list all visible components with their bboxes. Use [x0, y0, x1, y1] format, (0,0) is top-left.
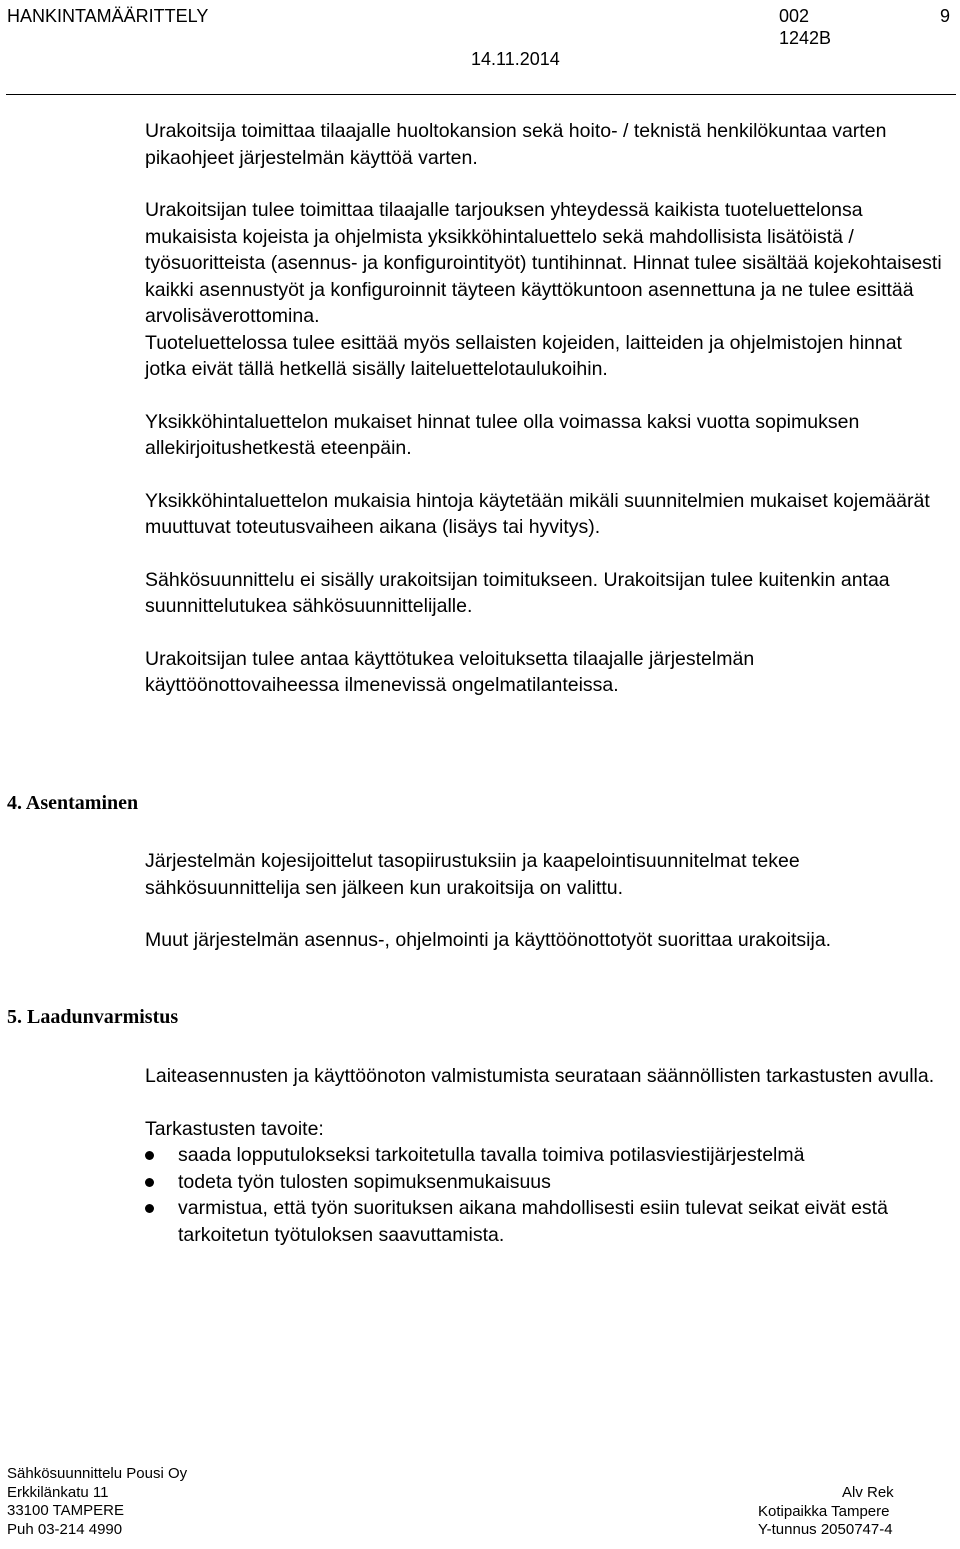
goals-label: Tarkastusten tavoite: [145, 1117, 324, 1140]
footer-vat: Alv Rek [842, 1484, 894, 1501]
section-5-body [145, 1063, 945, 1248]
footer-business-id: Y-tunnus 2050747-4 [758, 1521, 893, 1538]
design-paragraph: Sähkösuunnittelu ei sisälly urakoitsijan toimitukseen. Urakoitsijan tulee kuitenkin antaa suunnittelutukea sähkösuunnittelijalle. [145, 568, 890, 617]
bullet-icon [145, 1178, 154, 1187]
unit-price-paragraph: Yksikköhintaluettelon mukaisia hintoja käytetään mikäli suunnitelmien mukaiset kojemäärät muuttuvat toteutusvaiheen aikana (lisäys tai hyvitys). [145, 489, 930, 538]
footer-registration [758, 1484, 894, 1540]
bullet-icon [145, 1151, 154, 1160]
bullet-icon [145, 1204, 154, 1213]
page-number: 9 [940, 6, 951, 26]
document-date: 14.11.2014 [471, 49, 560, 69]
intro-paragraph: Urakoitsija toimittaa tilaajalle huoltokansion sekä hoito- / teknistä henkilökuntaa varten pikaohjeet järjestelmän käyttöä varten. [145, 120, 887, 169]
installation-paragraph: Järjestelmän kojesijoittelut tasopiirustuksiin ja kaapelointisuunnitelmat tekee sähkösuunnittelija sen jälkeen kun urakoitsija on valittu. [145, 850, 800, 899]
section-5-heading: 5. Laadunvarmistus [7, 1006, 179, 1028]
list-item: todeta työn tulosten sopimuksenmukaisuus [145, 1169, 945, 1196]
footer-company-name: Sähkösuunnittelu Pousi Oy [7, 1465, 188, 1482]
intro-section [145, 118, 945, 725]
goals-list [145, 1142, 945, 1248]
document-title: HANKINTAMÄÄRITTELY [7, 6, 209, 26]
installation-work-paragraph: Muut järjestelmän asennus-, ohjelmointi ja käyttöönottotyöt suorittaa urakoitsija. [145, 929, 832, 951]
header-rule [6, 94, 956, 95]
support-paragraph: Urakoitsijan tulee antaa käyttötukea veloituksetta tilaajalle järjestelmän käyttöönottovaiheessa ilmenevissä ongelmatilanteissa. [145, 647, 755, 696]
footer-street: Erkkilänkatu 11 [7, 1483, 109, 1501]
section-4-heading: 4. Asentaminen [7, 792, 139, 814]
footer-company [7, 1465, 187, 1539]
list-item: saada lopputulokseksi tarkoitetulla tavalla toimiva potilasviestijärjestelmä [145, 1142, 945, 1169]
footer-phone: Puh 03-214 4990 [7, 1520, 123, 1538]
footer-domicile: Kotipaikka Tampere [758, 1502, 890, 1520]
document-number: 002 [779, 6, 810, 26]
validity-paragraph: Yksikköhintaluettelon mukaiset hinnat tulee olla voimassa kaksi vuotta sopimuksen allekirjoitushetkestä eteenpäin. [145, 410, 860, 459]
footer-postal: 33100 TAMPERE [7, 1502, 125, 1519]
catalog-paragraph: Tuoteluettelossa tulee esittää myös sellaisten kojeiden, laitteiden ja ohjelmistojen hinnat jotka eivät tällä hetkellä sisälly laiteluettelotaulukoihin. [145, 331, 902, 380]
list-item: varmistua, että työn suorituksen aikana mahdollisesti esiin tulevat seikat eivät estä tarkoitetun työtuloksen saavuttamista. [145, 1195, 945, 1248]
document-code: 1242B [779, 28, 832, 48]
price-paragraph: Urakoitsijan tulee toimittaa tilaajalle tarjouksen yhteydessä kaikista tuoteluettelonsa mukaisista kojeista ja ohjelmista yksikköhintaluettelo sekä mahdollisista lisätöistä / työsuoritteista (asennus- ja konfigurointityöt) tuntihinnat. Hinnat tulee sisältää kojekohtaisesti kaikki asennustyöt ja konfiguroinnit täyteen käyttökuntoon asennettuna ja ne tulee esittää arvolisäverottomina. [145, 199, 942, 327]
section-4-body [145, 848, 945, 980]
quality-paragraph: Laiteasennusten ja käyttöönoton valmistumista seurataan säännöllisten tarkastusten avulla. [145, 1065, 935, 1087]
